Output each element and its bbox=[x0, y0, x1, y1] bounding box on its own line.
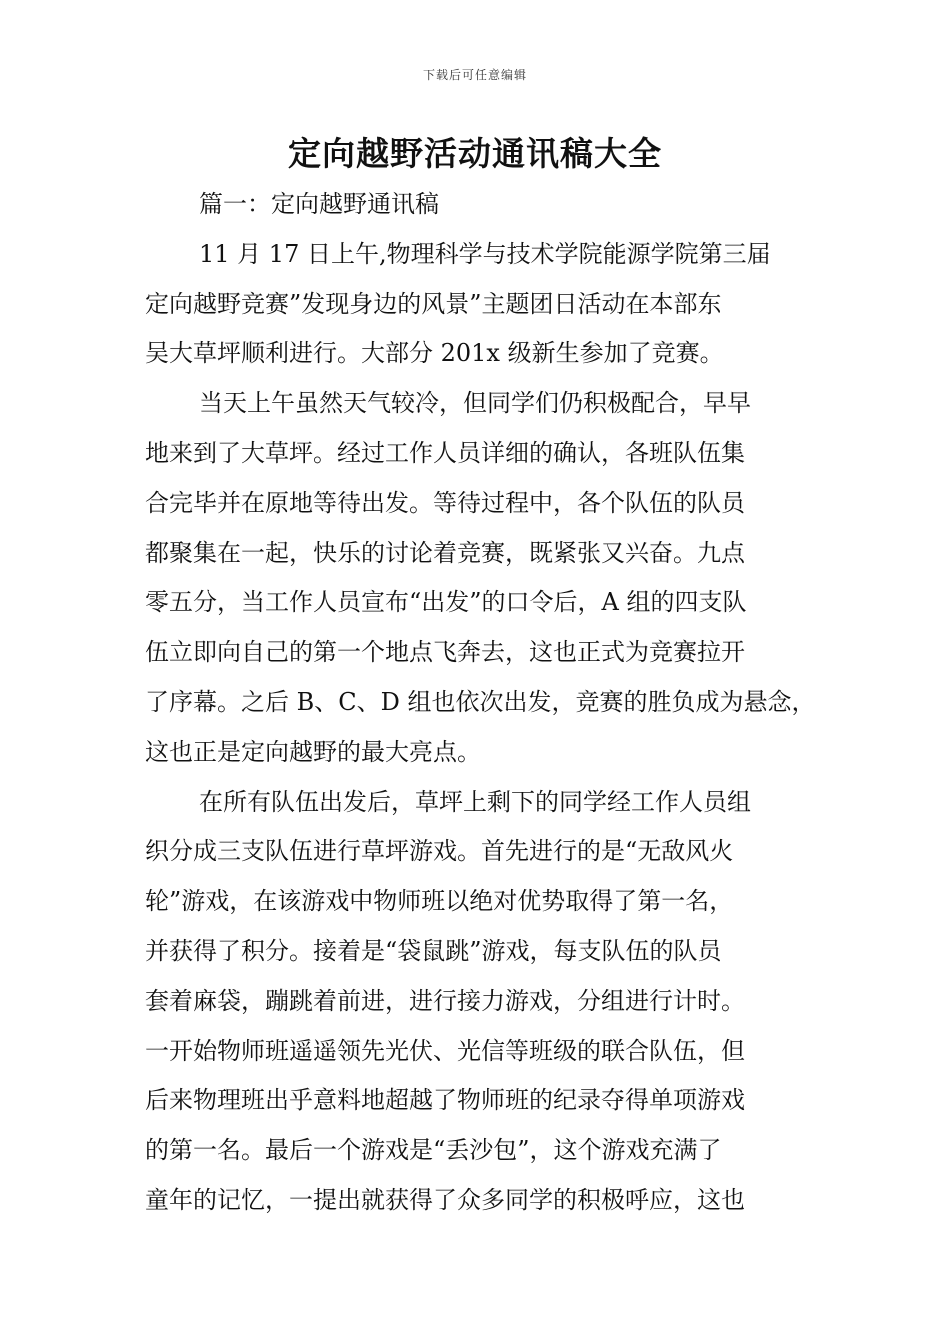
text-line: 织分成三支队伍进行草坪游戏。首先进行的是“无敌风火 bbox=[145, 837, 734, 866]
text-line: 了序幕。之后 B、C、D 组也依次出发，竞赛的胜负成为悬念， bbox=[145, 687, 816, 716]
text-line: 地来到了大草坪。经过工作人员详细的确认，各班队伍集 bbox=[145, 438, 745, 467]
text-line: 这也正是定向越野的最大亮点。 bbox=[145, 737, 481, 766]
text-line: 套着麻袋，蹦跳着前进，进行接力游戏，分组进行计时。 bbox=[145, 986, 745, 1015]
text-line: 11 月 17 日上午,物理科学与技术学院能源学院第三届 bbox=[199, 239, 771, 268]
text-line: 合完毕并在原地等待出发。等待过程中，各个队伍的队员 bbox=[145, 488, 745, 517]
header-note: 下载后可任意编辑 bbox=[422, 68, 527, 82]
text-line: 在所有队伍出发后，草坪上剩下的同学经工作人员组 bbox=[199, 787, 751, 816]
text-line: 并获得了积分。接着是“袋鼠跳”游戏，每支队伍的队员 bbox=[145, 936, 722, 965]
text-line: 当天上午虽然天气较冷，但同学们仍积极配合，早早 bbox=[199, 389, 751, 418]
body-text bbox=[145, 180, 825, 1226]
text-line: 童年的记忆，一提出就获得了众多同学的积极呼应，这也 bbox=[145, 1185, 745, 1214]
text-line: 吴大草坪顺利进行。大部分 201x 级新生参加了竞赛。 bbox=[145, 339, 724, 368]
text-line: 轮”游戏，在该游戏中物师班以绝对优势取得了第一名， bbox=[145, 887, 734, 916]
document-title: 定向越野活动通讯稿大全 bbox=[288, 134, 662, 173]
text-line: 的第一名。最后一个游戏是“丢沙包”，这个游戏充满了 bbox=[145, 1136, 722, 1165]
text-line: 定向越野竞赛”发现身边的风景”主题团日活动在本部东 bbox=[145, 289, 722, 318]
text-line: 伍立即向自己的第一个地点飞奔去，这也正式为竞赛拉开 bbox=[145, 638, 745, 667]
text-line: 篇一：定向越野通讯稿 bbox=[199, 190, 439, 218]
text-line: 一开始物师班遥遥领先光伏、光信等班级的联合队伍，但 bbox=[145, 1036, 745, 1065]
text-line: 后来物理班出乎意料地超越了物师班的纪录夺得单项游戏 bbox=[145, 1086, 745, 1115]
text-line: 都聚集在一起，快乐的讨论着竞赛，既紧张又兴奋。九点 bbox=[145, 538, 745, 567]
text-line: 零五分，当工作人员宣布“出发”的口令后，A 组的四支队 bbox=[145, 588, 747, 617]
